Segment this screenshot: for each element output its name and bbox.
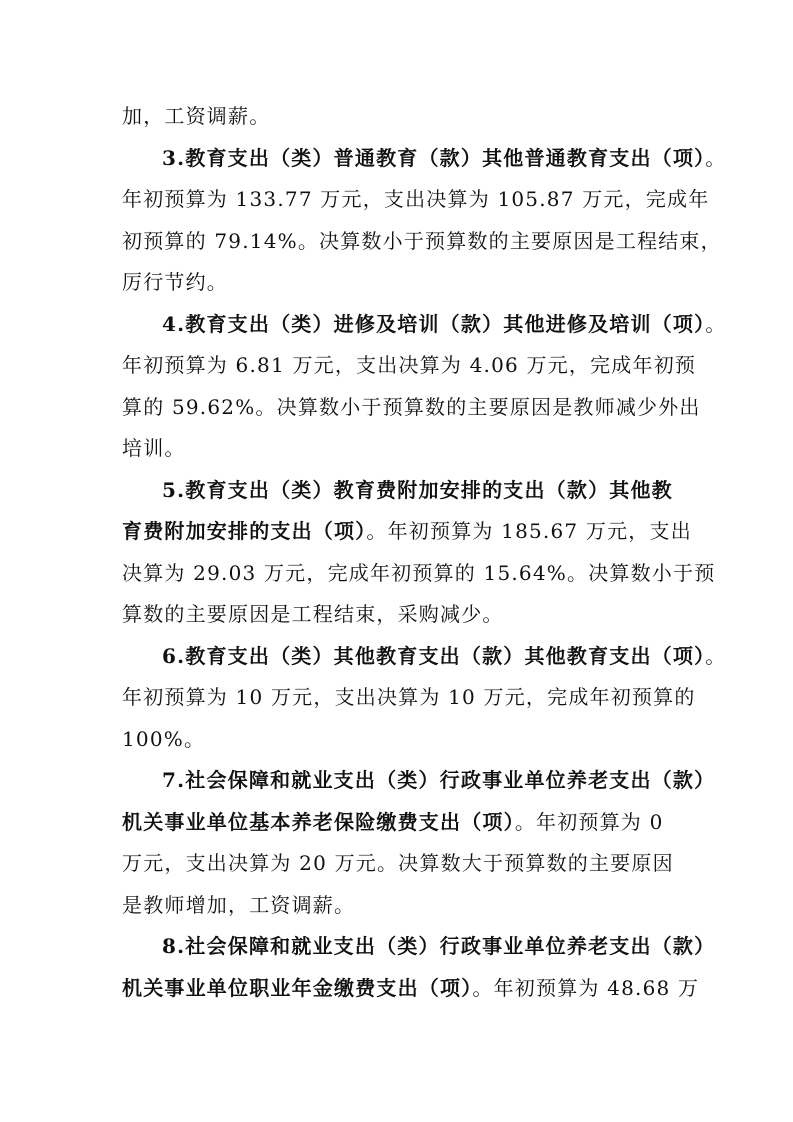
text-line: [122, 760, 716, 802]
body-text: 年初预算为 10 万元，支出决算为 10 万元，完成年初预算的: [122, 685, 696, 709]
body-text: 。年初预算为 0: [514, 809, 664, 834]
body-text: 。: [705, 643, 727, 668]
text-line: [122, 179, 710, 221]
body-text: 算数的主要原因是工程结束，采购减少。: [122, 602, 504, 626]
item-heading: 6.教育支出（类）其他教育支出（款）其他教育支出（项）: [162, 643, 706, 668]
text-line: [122, 138, 727, 180]
body-text: 决算为 29.03 万元，完成年初预算的 15.64%。决算数小于预: [122, 560, 716, 585]
body-text: 。: [705, 145, 727, 170]
body-text: 万元，支出决算为 20 万元。决算数大于预算数的主要原因: [122, 851, 674, 875]
text-line: [122, 926, 716, 968]
text-line: [122, 843, 682, 885]
text-line: [122, 594, 682, 636]
text-line: [122, 553, 716, 595]
item-heading: 4.教育支出（类）进修及培训（款）其他进修及培训（项）: [162, 311, 706, 336]
item-heading: 育费附加安排的支出（项）: [122, 519, 367, 543]
body-text: 初预算的 79.14%。决算数小于预算数的主要原因是工程结束，: [122, 228, 722, 253]
paragraph-item-4: [122, 304, 727, 470]
item-heading: 7.社会保障和就业支出（类）行政事业单位养老支出（款）: [162, 768, 716, 792]
item-heading: 机关事业单位职业年金缴费支出（项）: [122, 975, 473, 1000]
item-heading: 3.教育支出（类）普通教育（款）其他普通教育支出（项）: [162, 145, 706, 170]
document-body: [122, 96, 727, 1009]
text-line: [122, 96, 682, 138]
text-line: [122, 511, 692, 553]
paragraph-item-8: [122, 926, 716, 1009]
body-text: 100%。: [122, 726, 206, 751]
text-line: [122, 221, 722, 263]
body-text: 算的 59.62%。决算数小于预算数的主要原因是教师减少外出: [122, 394, 701, 419]
text-line: [122, 387, 701, 429]
body-text: 是教师增加，工资调薪。: [122, 892, 356, 917]
item-heading: 5.教育支出（类）教育费附加安排的支出（款）其他教: [162, 477, 673, 502]
document-page: [122, 96, 727, 1009]
body-text: 。年初预算为 185.67 万元，支出: [366, 519, 692, 543]
item-heading: 8.社会保障和就业支出（类）行政事业单位养老支出（款）: [162, 934, 716, 958]
text-line: [122, 802, 682, 844]
paragraph-tail: [122, 96, 682, 138]
text-line: [122, 304, 727, 346]
body-text: 培训。: [122, 436, 186, 460]
paragraph-item-6: [122, 636, 727, 761]
body-text: 加，工资调薪。: [122, 104, 271, 128]
body-text: 。: [705, 311, 727, 336]
text-line: [122, 262, 682, 304]
text-line: [122, 428, 682, 470]
text-line: [122, 636, 727, 678]
body-text: 年初预算为 133.77 万元，支出决算为 105.87 万元，完成年: [122, 187, 710, 211]
body-text: 。年初预算为 48.68 万: [472, 975, 700, 1000]
text-line: [122, 677, 696, 719]
text-line: [122, 470, 682, 512]
paragraph-item-5: [122, 470, 716, 636]
text-line: [122, 885, 682, 927]
paragraph-item-3: [122, 138, 727, 304]
item-heading: 机关事业单位基本养老保险缴费支出（项）: [122, 809, 515, 834]
text-line: [122, 345, 697, 387]
paragraph-item-7: [122, 760, 716, 926]
text-line: [122, 968, 700, 1010]
body-text: 年初预算为 6.81 万元，支出决算为 4.06 万元，完成年初预: [122, 353, 697, 377]
body-text: 厉行节约。: [122, 270, 228, 294]
text-line: [122, 719, 682, 761]
